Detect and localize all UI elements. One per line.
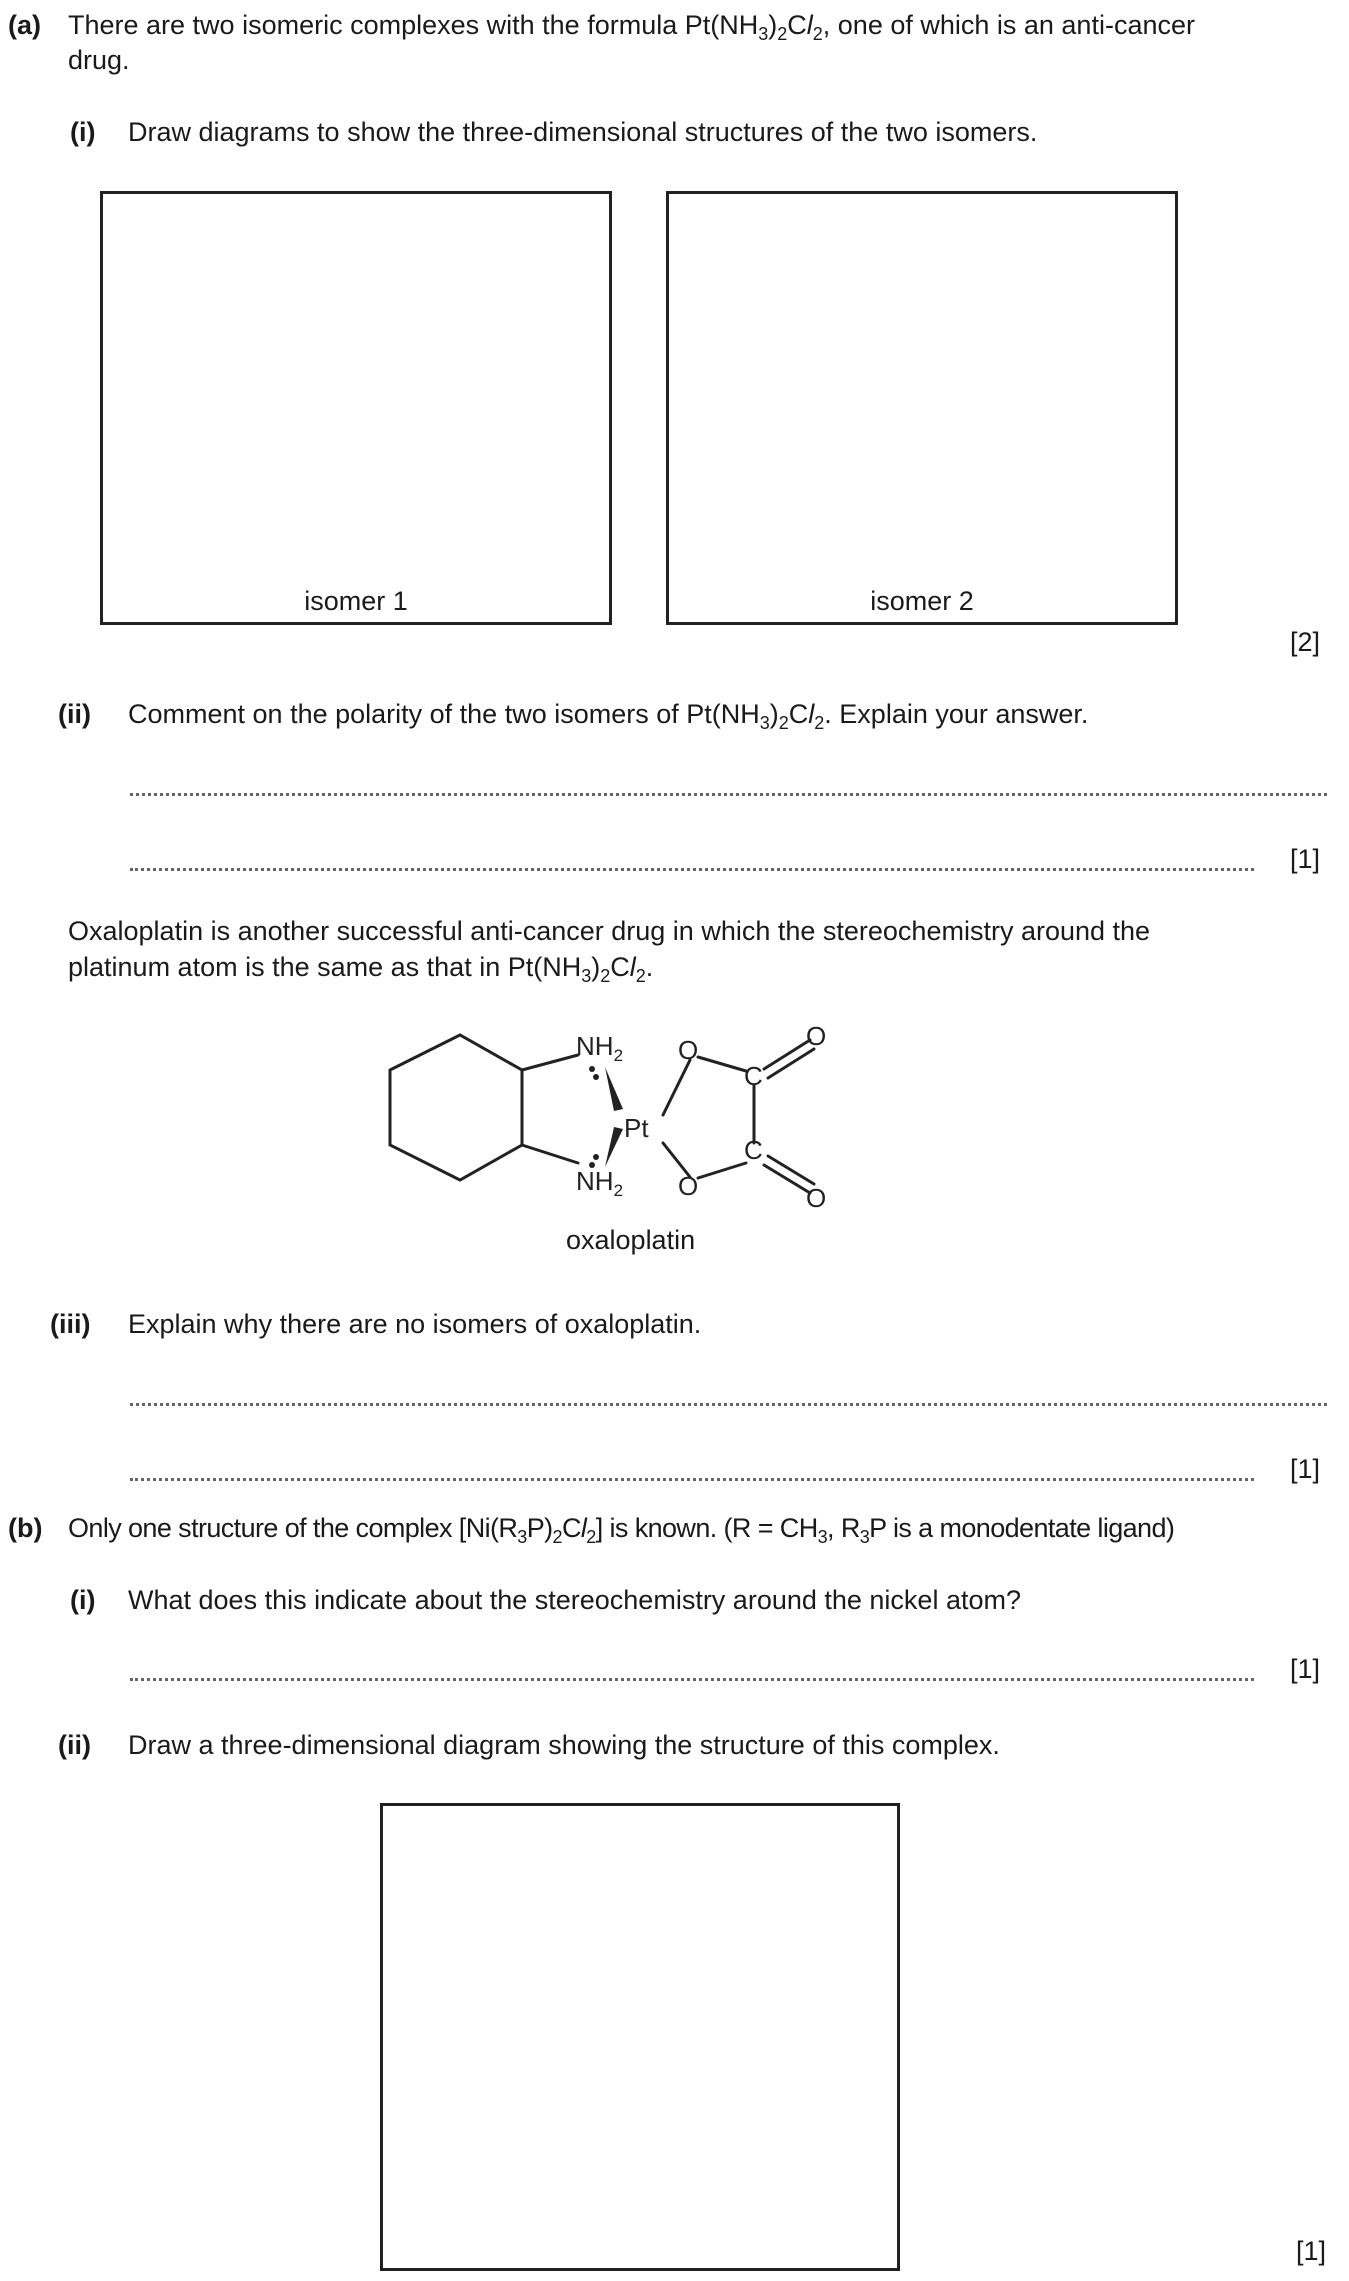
- cyclohexane-ring: [390, 1035, 522, 1180]
- nh2-top-label: $NH_2$: [576, 1031, 624, 1065]
- carbon-bottom-label: C: [744, 1135, 763, 1165]
- answer-line-a-ii-1[interactable]: [130, 793, 1327, 796]
- oxaloplatin-intro-line1: Oxaloplatin is another successful anti-cancer drug in which the stereochemistry around the: [68, 916, 1151, 946]
- carbon-top-label: C: [744, 1061, 763, 1091]
- oxygen-bottom-label: O: [678, 1171, 699, 1201]
- question-a-iii-label: (iii): [50, 1309, 91, 1339]
- question-a-iii-text: Explain why there are no isomers of oxaloplatin.: [128, 1309, 702, 1339]
- answer-line-a-ii-2[interactable]: [130, 868, 1254, 871]
- question-b-i-label: (i): [70, 1585, 96, 1615]
- marks-a-ii: [1]: [1290, 844, 1321, 874]
- oxaloplatin-caption: oxaloplatin: [566, 1225, 696, 1255]
- part-a-label: (a): [8, 10, 41, 40]
- part-a-intro-line2: drug.: [68, 45, 130, 75]
- part-b-intro: Only one structure of the complex $[Ni(R_3P)_2Cl_2]$ is known. ($R = CH_3$, $R_3P$ is a monodentate ligand): [68, 1513, 1175, 1547]
- answer-line-b-i[interactable]: [130, 1678, 1254, 1681]
- oxaloplatin-intro-line2: platinum atom is the same as that in $Pt(NH_3)_2Cl_2$.: [68, 952, 654, 986]
- marks-b-i: [1]: [1290, 1654, 1321, 1684]
- oxygen-carbonyl-top-label: O: [806, 1021, 827, 1051]
- oxygen-top-label: O: [678, 1035, 699, 1065]
- part-b-label: (b): [8, 1513, 43, 1543]
- part-a-intro-line1: There are two isomeric complexes with the formula $Pt(NH_3)_2Cl_2$, one of which is an anti-cancer: [68, 10, 1195, 44]
- oxygen-carbonyl-bottom-label: O: [806, 1183, 827, 1213]
- marks-b-ii: [1]: [1296, 2236, 1327, 2266]
- oxaloplatin-structure: [380, 1015, 860, 1215]
- pt-label: Pt: [624, 1113, 649, 1143]
- question-a-i-label: (i): [70, 117, 96, 147]
- question-b-ii-label: (ii): [58, 1730, 91, 1760]
- question-b-ii-text: Draw a three-dimensional diagram showing the structure of this complex.: [128, 1730, 1000, 1760]
- answer-line-a-iii-2[interactable]: [130, 1478, 1254, 1481]
- answer-line-a-iii-1[interactable]: [130, 1403, 1327, 1406]
- marks-a-i: [2]: [1290, 627, 1321, 657]
- answer-box-nickel-complex[interactable]: [380, 1803, 900, 2271]
- nh2-bottom-label: $NH_2$: [576, 1166, 624, 1200]
- question-a-ii-label: (ii): [58, 699, 91, 729]
- isomer-1-label: isomer 1: [304, 586, 408, 616]
- question-a-i-text: Draw diagrams to show the three-dimensional structures of the two isomers.: [128, 117, 1038, 147]
- question-b-i-text: What does this indicate about the stereochemistry around the nickel atom?: [128, 1585, 1021, 1615]
- marks-a-iii: [1]: [1290, 1454, 1321, 1484]
- isomer-2-label: isomer 2: [870, 586, 974, 616]
- answer-box-isomer-1[interactable]: [100, 191, 612, 625]
- question-a-ii-text: Comment on the polarity of the two isomers of $Pt(NH_3)_2Cl_2$. Explain your answer.: [128, 699, 1089, 733]
- answer-box-isomer-2[interactable]: [666, 191, 1178, 625]
